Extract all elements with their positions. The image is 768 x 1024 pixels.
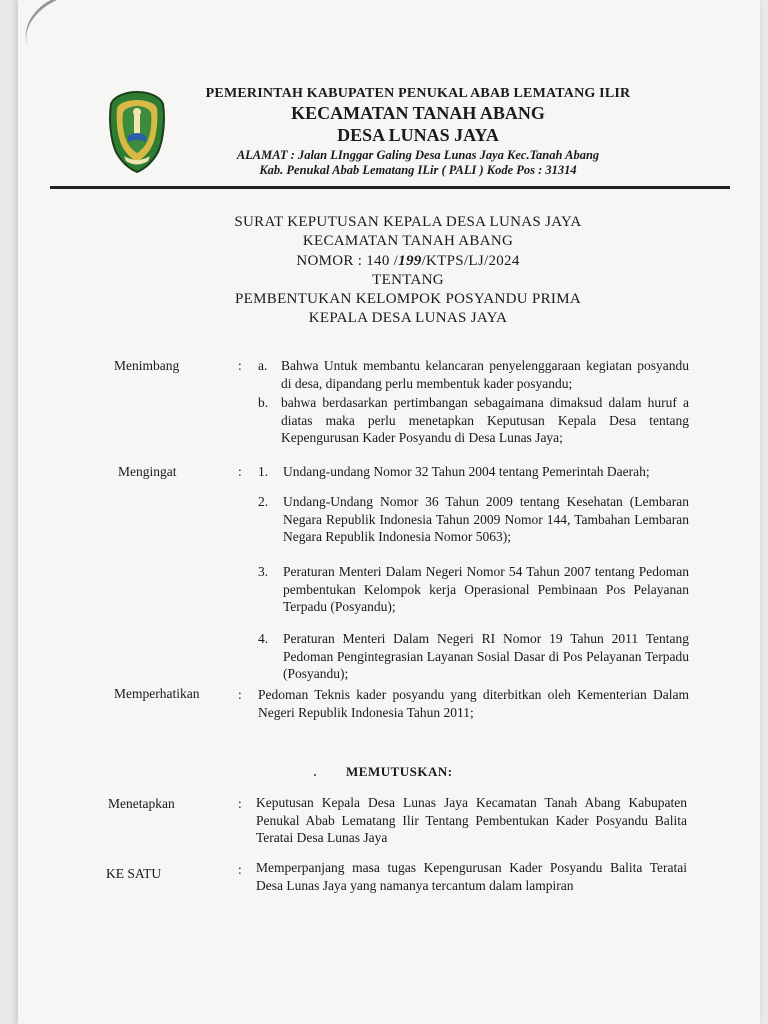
decree-number-prefix: NOMOR : 140 /: [296, 252, 399, 269]
letterhead-divider: [50, 186, 730, 189]
scan-speck: [314, 774, 316, 776]
decree-number: [168, 252, 648, 271]
menimbang-a-text: Bahwa Untuk membantu kelancaran penyelenggaraan kegiatan posyandu di desa, dipandang perlu membentuk kader posyandu;: [281, 358, 689, 391]
letterhead-village-name: DESA LUNAS JAYA: [337, 125, 499, 145]
regency-shield-emblem-icon: [108, 88, 166, 174]
mengingat-2-text: Undang-Undang Nomor 36 Tahun 2009 tentang Kesehatan (Lembaran Negara Republik Indonesia Tahun 2009 Nomor 144, Tambahan Lembaran Negara Republik Indonesia Nomor 5063);: [283, 494, 689, 544]
title-subject: PEMBENTUKAN KELOMPOK POSYANDU PRIMA: [235, 291, 581, 308]
mengingat-colon: :: [238, 464, 242, 479]
document-page: [18, 0, 760, 1024]
menimbang-b-number: b.: [258, 395, 269, 410]
letterhead: [183, 86, 653, 178]
memperhatikan-text: Pedoman Teknis kader posyandu yang diterbitkan oleh Kementerian Dalam Negeri Republik Indonesia Tahun 2011;: [258, 687, 689, 720]
decree-number-suffix: /KTPS/LJ/2024: [421, 252, 520, 269]
memperhatikan-colon: :: [238, 687, 242, 702]
title-tentang: TENTANG: [372, 271, 444, 288]
memutuskan-heading: MEMUTUSKAN:: [346, 764, 453, 779]
kesatu-colon: :: [238, 862, 242, 877]
mengingat-4-text: Peraturan Menteri Dalam Negeri RI Nomor 19 Tahun 2011 Tentang Pedoman Pengintegrasian Layanan Sosial Dasar di Pos Pelayanan Terpadu (Posyandu);: [283, 631, 689, 681]
menetapkan-text: Keputusan Kepala Desa Lunas Jaya Kecamatan Tanah Abang Kabupaten Penukal Abab Lematang Ilir Tentang Pembentukan Kader Posyandu Balita Teratai Desa Lunas Jaya: [256, 795, 687, 845]
decree-number-handwritten: 199: [398, 252, 422, 269]
mengingat-1-text: Undang-undang Nomor 32 Tahun 2004 tentang Pemerintah Daerah;: [283, 464, 650, 479]
kesatu-text: Memperpanjang masa tugas Kepengurusan Kader Posyandu Balita Teratai Desa Lunas Jaya yang namanya tercantum dalam lampiran: [256, 860, 687, 893]
menimbang-label: Menimbang: [114, 358, 180, 373]
menetapkan-colon: :: [238, 796, 242, 811]
letterhead-district-name: KECAMATAN TANAH ABANG: [291, 103, 545, 123]
menimbang-a-number: a.: [258, 358, 268, 373]
mengingat-3-number: 3.: [258, 564, 269, 579]
mengingat-1-number: 1.: [258, 464, 269, 479]
mengingat-label: Mengingat: [118, 464, 177, 479]
letterhead-address: ALAMAT : Jalan LInggar Galing Desa Lunas Jaya Kec.Tanah Abang: [236, 148, 600, 162]
mengingat-3-text: Peraturan Menteri Dalam Negeri Nomor 54 Tahun 2007 tentang Pedoman pembentukan Kelompok kerja Operasional Pembinaan Pos Pelayanan Terpadu (Posyandu);: [283, 564, 689, 614]
mengingat-4-number: 4.: [258, 631, 269, 646]
memperhatikan-label: Memperhatikan: [114, 686, 200, 701]
menetapkan-label: Menetapkan: [108, 796, 175, 811]
title-line-2: KECAMATAN TANAH ABANG: [302, 233, 514, 250]
decree-title: [168, 213, 648, 329]
menimbang-colon: :: [238, 358, 242, 373]
title-issuer: KEPALA DESA LUNAS JAYA: [308, 310, 508, 327]
kesatu-label: KE SATU: [106, 866, 162, 881]
title-line-1: SURAT KEPUTUSAN KEPALA DESA LUNAS JAYA: [234, 214, 582, 230]
mengingat-2-number: 2.: [258, 494, 269, 509]
letterhead-postal: Kab. Penukal Abab Lematang ILir ( PALI ) Kode Pos : 31314: [259, 163, 577, 177]
letterhead-government-name: PEMERINTAH KABUPATEN PENUKAL ABAB LEMATANG ILIR: [205, 86, 631, 101]
menimbang-b-text: bahwa berdasarkan pertimbangan sebagaimana dimaksud dalam huruf a diatas maka perlu menetapkan Keputusan Kepala Desa tentang Kepengurusan Kader Posyandu di Desa Lunas Jaya;: [281, 395, 689, 445]
